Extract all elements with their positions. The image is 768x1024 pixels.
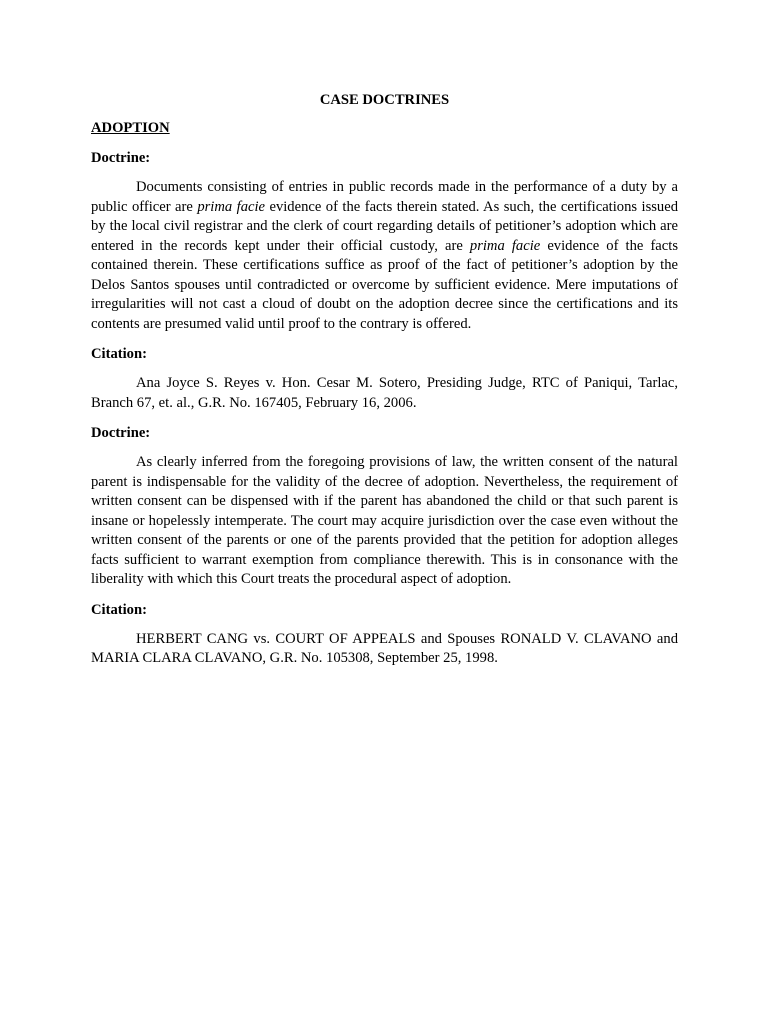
- citation-label: Citation:: [91, 601, 147, 618]
- document-body: [91, 90, 678, 679]
- citation-label: Citation:: [91, 346, 147, 362]
- doctrine-label: Doctrine:: [91, 150, 151, 166]
- doctrine-label: Doctrine:: [91, 425, 151, 441]
- doctrine-text: As clearly inferred from the foregoing provisions of law, the written consent of the natural parent is indispensable for the validity of the decree of adoption. Nevertheless, the requirement of written consent can be dispensed with if the parent has abandoned the child or that such parent is insane or hopelessly intemperate. The court may acquire jurisdiction over the case even without the written consent of the parents or one of the parents provided that the petition for adoption alleges facts sufficient to warrant exemption from compliance therewith. This is in consonance with the liberality with which this Court treats the procedural aspect of adoption.: [91, 454, 678, 587]
- latin-term-prima-facie: prima facie: [469, 237, 541, 254]
- section-heading-adoption: ADOPTION: [91, 120, 170, 136]
- doctrine-text-part: Documents consisting of entries in public records made in the performance of a duty by a public officer are: [91, 179, 678, 215]
- citation-text: Ana Joyce S. Reyes v. Hon. Cesar M. Sotero, Presiding Judge, RTC of Paniqui, Tarlac, Branch 67, et. al., G.R. No. 167405, February 16, 2006.: [91, 375, 678, 411]
- latin-term-prima-facie: prima facie: [197, 198, 266, 215]
- doctrine-text-part: evidence of the facts contained therein. These certifications suffice as proof of the fact of petitioner’s adoption by the Delos Santos spouses until contradicted or overcome by sufficient evidence. Mere imputations of irregularities will not cast a cloud of doubt on the adoption decree since the certifications and its contents are presumed valid until proof to the contrary is offered.: [91, 237, 679, 332]
- doctrine-text: [91, 178, 678, 334]
- doctrine-text-part: evidence of the facts therein stated. As such, the certifications issued by the local civil registrar and the clerk of court regarding details of petitioner’s adoption which are entered in the records kept under their official custody, are: [91, 198, 679, 254]
- document-title: CASE DOCTRINES: [319, 92, 450, 108]
- citation-text: HERBERT CANG vs. COURT OF APPEALS and Spouses RONALD V. CLAVANO and MARIA CLARA CLAVANO, G.R. No. 105308, September 25, 1998.: [91, 630, 678, 666]
